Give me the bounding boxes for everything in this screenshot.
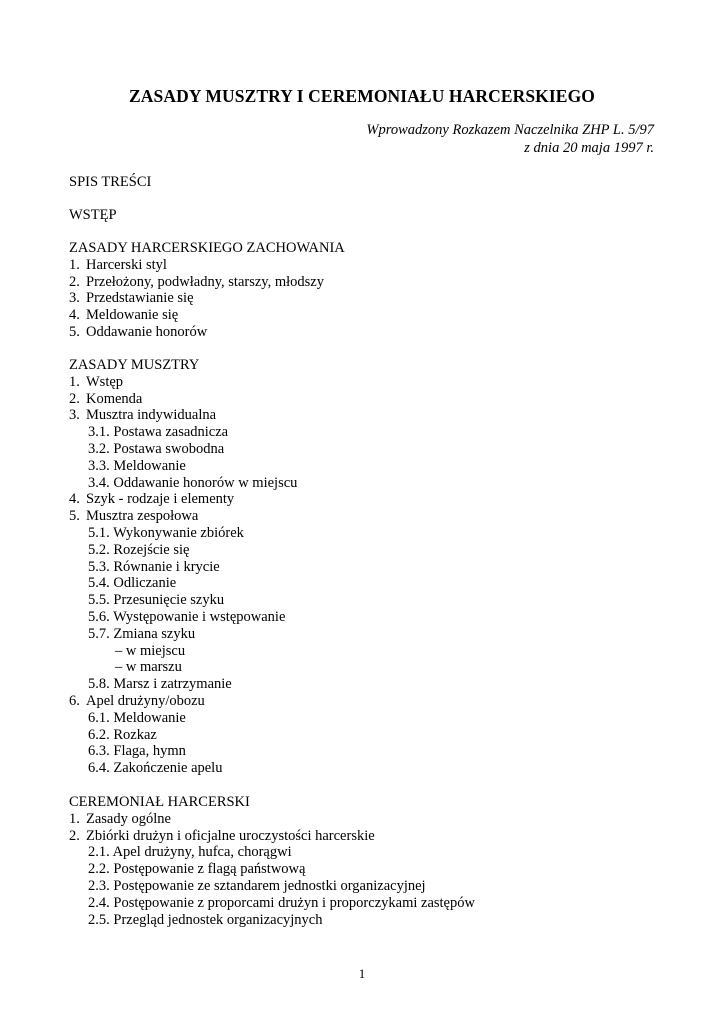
toc-item-text: 5.2. Rozejście się <box>88 541 190 558</box>
toc-item <box>69 458 297 475</box>
toc-item <box>69 895 475 912</box>
toc-item-text: 5.1. Wykonywanie zbiórek <box>88 524 244 541</box>
toc-item-number: 3. <box>69 290 80 307</box>
toc-heading-block <box>69 174 151 191</box>
toc-item <box>69 508 297 525</box>
intro-note <box>366 121 654 157</box>
toc-item-text: Musztra indywidualna <box>86 407 217 424</box>
section-zachowanie <box>69 240 345 341</box>
toc-item-text: 3.3. Meldowanie <box>88 457 186 474</box>
toc-item-text: 2.1. Apel drużyny, hufca, chorągwi <box>88 844 292 861</box>
toc-item-text: Apel drużyny/obozu <box>86 692 205 709</box>
toc-item-number: 1. <box>69 256 80 273</box>
toc-item-number: 2. <box>69 273 80 290</box>
document-title: ZASADY MUSZTRY I CEREMONIAŁU HARCERSKIEGO <box>129 86 595 106</box>
toc-item <box>69 626 297 643</box>
toc-item <box>69 676 297 693</box>
toc-item-text: – w marszu <box>115 659 182 676</box>
toc-item <box>69 542 297 559</box>
toc-item-text: 6.2. Rozkaz <box>88 726 157 743</box>
toc-item-text: 5.5. Przesunięcie szyku <box>88 592 225 609</box>
toc-item <box>69 424 297 441</box>
toc-item-text: 5.3. Równanie i krycie <box>88 558 220 575</box>
toc-item <box>69 491 297 508</box>
toc-item <box>69 407 297 424</box>
toc-item <box>69 374 297 391</box>
intro-line-2: z dnia 20 maja 1997 r. <box>524 140 654 156</box>
toc-item <box>69 592 297 609</box>
wstep-block <box>69 207 117 224</box>
toc-item-text: 3.1. Postawa zasadnicza <box>88 424 229 441</box>
toc-item <box>69 441 297 458</box>
toc-item <box>69 257 345 274</box>
toc-item-number: 5. <box>69 508 80 525</box>
toc-item-text: 2.2. Postępowanie z flagą państwową <box>88 861 306 878</box>
toc-item <box>69 324 345 341</box>
toc-entry-wstep: WSTĘP <box>69 207 117 223</box>
toc-item <box>69 743 297 760</box>
toc-item-number: 2. <box>69 827 80 844</box>
toc-item-text: 6.4. Zakończenie apelu <box>88 760 223 777</box>
toc-item-text: 5.7. Zmiana szyku <box>88 625 196 642</box>
toc-list <box>69 811 475 929</box>
toc-item <box>69 912 475 929</box>
toc-item-number: 5. <box>69 323 80 340</box>
toc-item <box>69 274 345 291</box>
toc-list <box>69 257 345 341</box>
toc-item <box>69 575 297 592</box>
toc-item-text: Komenda <box>86 390 143 407</box>
toc-item-text: 2.4. Postępowanie z proporcami drużyn i proporczykami zastępów <box>88 894 475 911</box>
toc-item <box>69 391 297 408</box>
section-musztra <box>69 357 297 777</box>
toc-item <box>69 844 475 861</box>
toc-item-text: 6.3. Flaga, hymn <box>88 743 186 760</box>
toc-item <box>69 693 297 710</box>
toc-item <box>69 525 297 542</box>
toc-item-text: 5.4. Odliczanie <box>88 575 177 592</box>
toc-item-text: Zasady ogólne <box>86 810 171 827</box>
section-heading: ZASADY MUSZTRY <box>69 357 200 373</box>
toc-item-text: 3.2. Postawa swobodna <box>88 440 225 457</box>
toc-item-text: Zbiórki drużyn i oficjalne uroczystości harcerskie <box>86 827 375 844</box>
toc-item <box>69 811 475 828</box>
toc-item-number: 3. <box>69 407 80 424</box>
toc-item <box>69 710 297 727</box>
section-heading: ZASADY HARCERSKIEGO ZACHOWANIA <box>69 240 345 256</box>
toc-item-text: 5.8. Marsz i zatrzymanie <box>88 676 232 693</box>
toc-item <box>69 659 297 676</box>
toc-item-text: 6.1. Meldowanie <box>88 709 186 726</box>
toc-item-text: Przełożony, podwładny, starszy, młodszy <box>86 273 324 290</box>
toc-item <box>69 828 475 845</box>
toc-item-text: Meldowanie się <box>86 307 179 324</box>
toc-item-text: Wstęp <box>86 373 124 390</box>
toc-item <box>69 609 297 626</box>
toc-item-text: Harcerski styl <box>86 256 167 273</box>
section-heading: CEREMONIAŁ HARCERSKI <box>69 794 250 810</box>
toc-heading: SPIS TREŚCI <box>69 174 152 190</box>
toc-item-text: Oddawanie honorów <box>86 323 208 340</box>
toc-item-text: 2.5. Przegląd jednostek organizacyjnych <box>88 911 323 928</box>
toc-item-number: 1. <box>69 810 80 827</box>
toc-item-text: 5.6. Występowanie i wstępowanie <box>88 608 286 625</box>
toc-item-text: Musztra zespołowa <box>86 508 199 525</box>
toc-item-text: Szyk - rodzaje i elementy <box>86 491 235 508</box>
toc-item <box>69 290 345 307</box>
section-ceremonial <box>69 794 475 928</box>
toc-list <box>69 374 297 777</box>
toc-item <box>69 307 345 324</box>
toc-item <box>69 643 297 660</box>
toc-item-text: 3.4. Oddawanie honorów w miejscu <box>88 474 298 491</box>
toc-item-number: 6. <box>69 692 80 709</box>
toc-item <box>69 878 475 895</box>
toc-item <box>69 559 297 576</box>
toc-item <box>69 861 475 878</box>
toc-item <box>69 475 297 492</box>
toc-item-number: 2. <box>69 390 80 407</box>
toc-item-number: 4. <box>69 307 80 324</box>
toc-item-number: 1. <box>69 373 80 390</box>
toc-item-text: 2.3. Postępowanie ze sztandarem jednostki organizacyjnej <box>88 877 426 894</box>
intro-line-1: Wprowadzony Rozkazem Naczelnika ZHP L. 5/97 <box>366 122 654 138</box>
toc-item <box>69 727 297 744</box>
toc-item-text: – w miejscu <box>115 642 186 659</box>
toc-item-text: Przedstawianie się <box>86 290 194 307</box>
toc-item-number: 4. <box>69 491 80 508</box>
page-number: 1 <box>358 966 366 981</box>
toc-item <box>69 760 297 777</box>
